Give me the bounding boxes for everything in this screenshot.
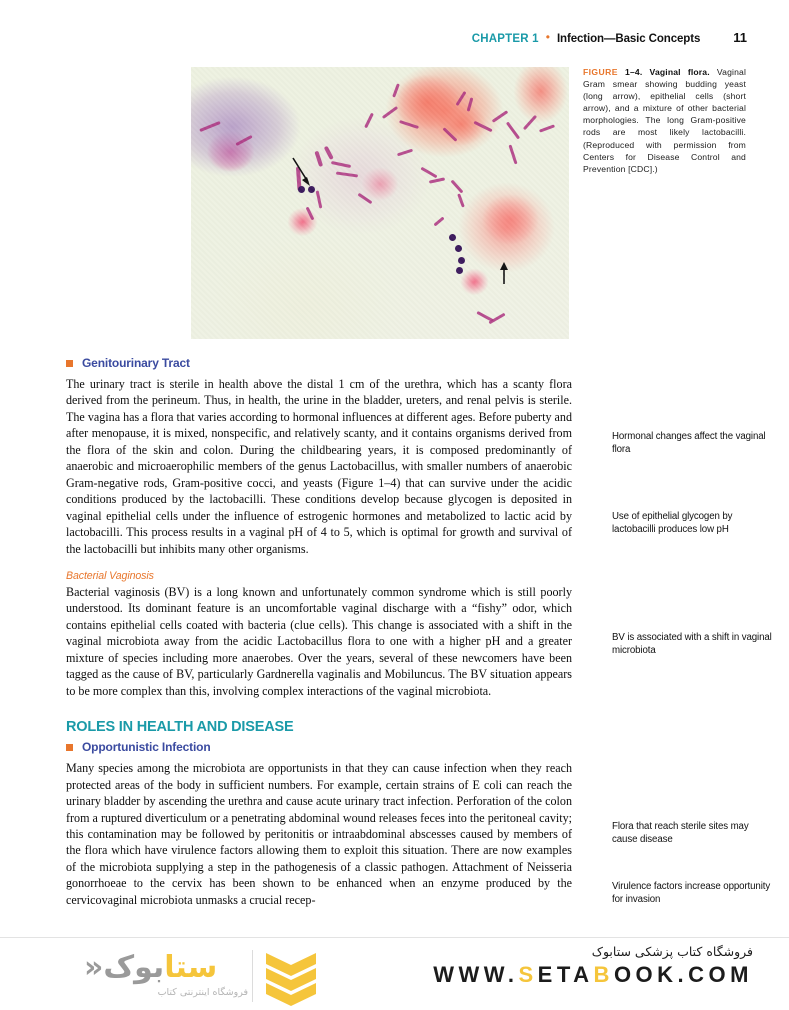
margin-note-epithelial-glycogen: Use of epithelial glycogen by lactobacilli produces low pH bbox=[612, 511, 733, 536]
heading-roles-in-health-and-disease: ROLES IN HEALTH AND DISEASE bbox=[66, 719, 294, 736]
heading-bacterial-vaginosis: Bacterial Vaginosis bbox=[66, 569, 154, 582]
watermark-tagline: فروشگاه کتاب پزشکی ستابوک bbox=[591, 944, 753, 959]
running-head bbox=[472, 30, 747, 45]
paragraph-genitourinary: The urinary tract is sterile in health above the distal 1 cm of the urethra, which has a scanty flora derived from the perineum. Thus, in health, the urine in the bladder, ureters, and renal pelvis is sterile. The vagina has a flora that varies according to hormonal influences at different ages. Before puberty and after menopause, it is mixed, nonspecific, and relatively scanty, and it contains organisms derived from the flora of the skin and colon. During the childbearing years, it is composed predominantly of anaerobic and microaerophilic members of the genus Lactobacillus, with smaller numbers of anaerobic Gram-negative rods, Gram-positive cocci, and yeasts (Figure 1–4) that can survive under the acidic conditions produced by the lactobacilli. These conditions develop because glycogen is deposited in vaginal epithelial cells under the influence of estrogenic hormones and metabolized to lactic acid by lactobacilli. This process results in a vaginal pH of 4 to 5, which is optimal for growth and survival of the lactobacilli but inhibits many other organisms. bbox=[66, 377, 572, 556]
setabook-logo bbox=[78, 946, 283, 1006]
figure-number: 1–4. bbox=[625, 67, 643, 77]
setabook-logo-script: ستابوک« bbox=[84, 950, 218, 985]
url-prefix: WWW. bbox=[433, 962, 519, 987]
vaginal-gram-smear-micrograph bbox=[191, 67, 569, 339]
watermark-url bbox=[433, 962, 753, 988]
bullet-square-icon bbox=[66, 744, 73, 751]
main-text-column bbox=[66, 356, 572, 908]
figure-title: Vaginal flora. bbox=[649, 67, 710, 77]
footer-watermark-bar bbox=[0, 937, 789, 1010]
figure-caption-text: Vaginal Gram smear showing budding yeast (long arrow), epithelial cells (short arrow), and a mixture of other bacterial morphologies. The long Gram-positive rods are most likely lactobacilli. (Reproduced with permission from Centers for Disease Control and Prevention [CDC].) bbox=[583, 67, 747, 174]
paragraph-opportunistic-infection: Many species among the microbiota are opportunists in that they can cause infection when they reach protected areas of the body in sufficient numbers. For example, certain strains of E coli can reach the urinary bladder by ascending the urethra and cause acute urinary tract infection. Perforation of the colon from a ruptured diverticulum or a penetrating abdominal wound releases feces into the peritoneal cavity; this contamination may be followed by peritonitis or intraabdominal abscesses caused by members of the flora which have virulence factors allowing them to exploit this situation. There are now examples of the microbiota supplying a step in the pathogenesis of a classic pathogen. Attachment of Neisseria gonorrhoeae to the cervix has been shown to be enhanced when an enzyme produced by the cervicovaginal microbiota unmasks a crucial recep- bbox=[66, 761, 572, 907]
url-letter-b: B bbox=[593, 962, 614, 987]
url-letter-s: S bbox=[518, 962, 538, 987]
running-head-chapter: CHAPTER 1 bbox=[471, 33, 539, 45]
figure-label: FIGURE bbox=[583, 67, 618, 77]
bullet-square-icon bbox=[66, 360, 73, 367]
url-suffix: OOK.COM bbox=[613, 962, 753, 987]
paragraph-bacterial-vaginosis: Bacterial vaginosis (BV) is a long known and unfortunately common syndrome which is still poorly understood. Its dominant feature is an uncomfortable vaginal discharge with a “fishy” odor, which contains epithelial cells coated with bacteria (clue cells). This change is associated with a shift in the vaginal microbiota away from the acidic Lactobacillus flora to one with a higher pH and a greater mixture of species including more anaerobes. Over the years, several of these newcomers have been tagged as the cause of BV, particularly Gardnerella vaginalis and Mobiluncus. The BV situation appears to be more complex than this, involving complex interactions of the vaginal microbiota. bbox=[66, 584, 572, 698]
margin-note-hormonal-changes: Hormonal changes affect the vaginal flora bbox=[612, 431, 766, 456]
heading-genitourinary-tract bbox=[66, 356, 572, 370]
running-head-separator-dot: • bbox=[545, 30, 550, 44]
setabook-logo-subtitle: فروشگاه اینترنتی کتاب bbox=[157, 987, 248, 998]
watermark-text-block bbox=[433, 944, 753, 988]
margin-note-virulence-factors: Virulence factors increase opportunity for invasion bbox=[612, 881, 771, 906]
chevron-stack-icon bbox=[264, 951, 318, 1007]
figure-image-container bbox=[191, 67, 569, 339]
logo-divider bbox=[252, 950, 253, 1002]
running-head-title: Infection—Basic Concepts bbox=[556, 33, 701, 45]
figure-caption bbox=[583, 66, 746, 175]
margin-note-flora-sterile-sites: Flora that reach sterile sites may cause disease bbox=[612, 821, 749, 846]
url-mid: ETA bbox=[537, 962, 594, 987]
margin-note-bv-shift: BV is associated with a shift in vaginal microbiota bbox=[612, 632, 772, 657]
heading-opportunistic-infection bbox=[66, 740, 572, 754]
pointer-arrows bbox=[191, 67, 569, 339]
heading-opportunistic-infection-label: Opportunistic Infection bbox=[82, 740, 211, 755]
page-number: 11 bbox=[733, 30, 747, 45]
heading-genitourinary-tract-label: Genitourinary Tract bbox=[82, 356, 190, 370]
